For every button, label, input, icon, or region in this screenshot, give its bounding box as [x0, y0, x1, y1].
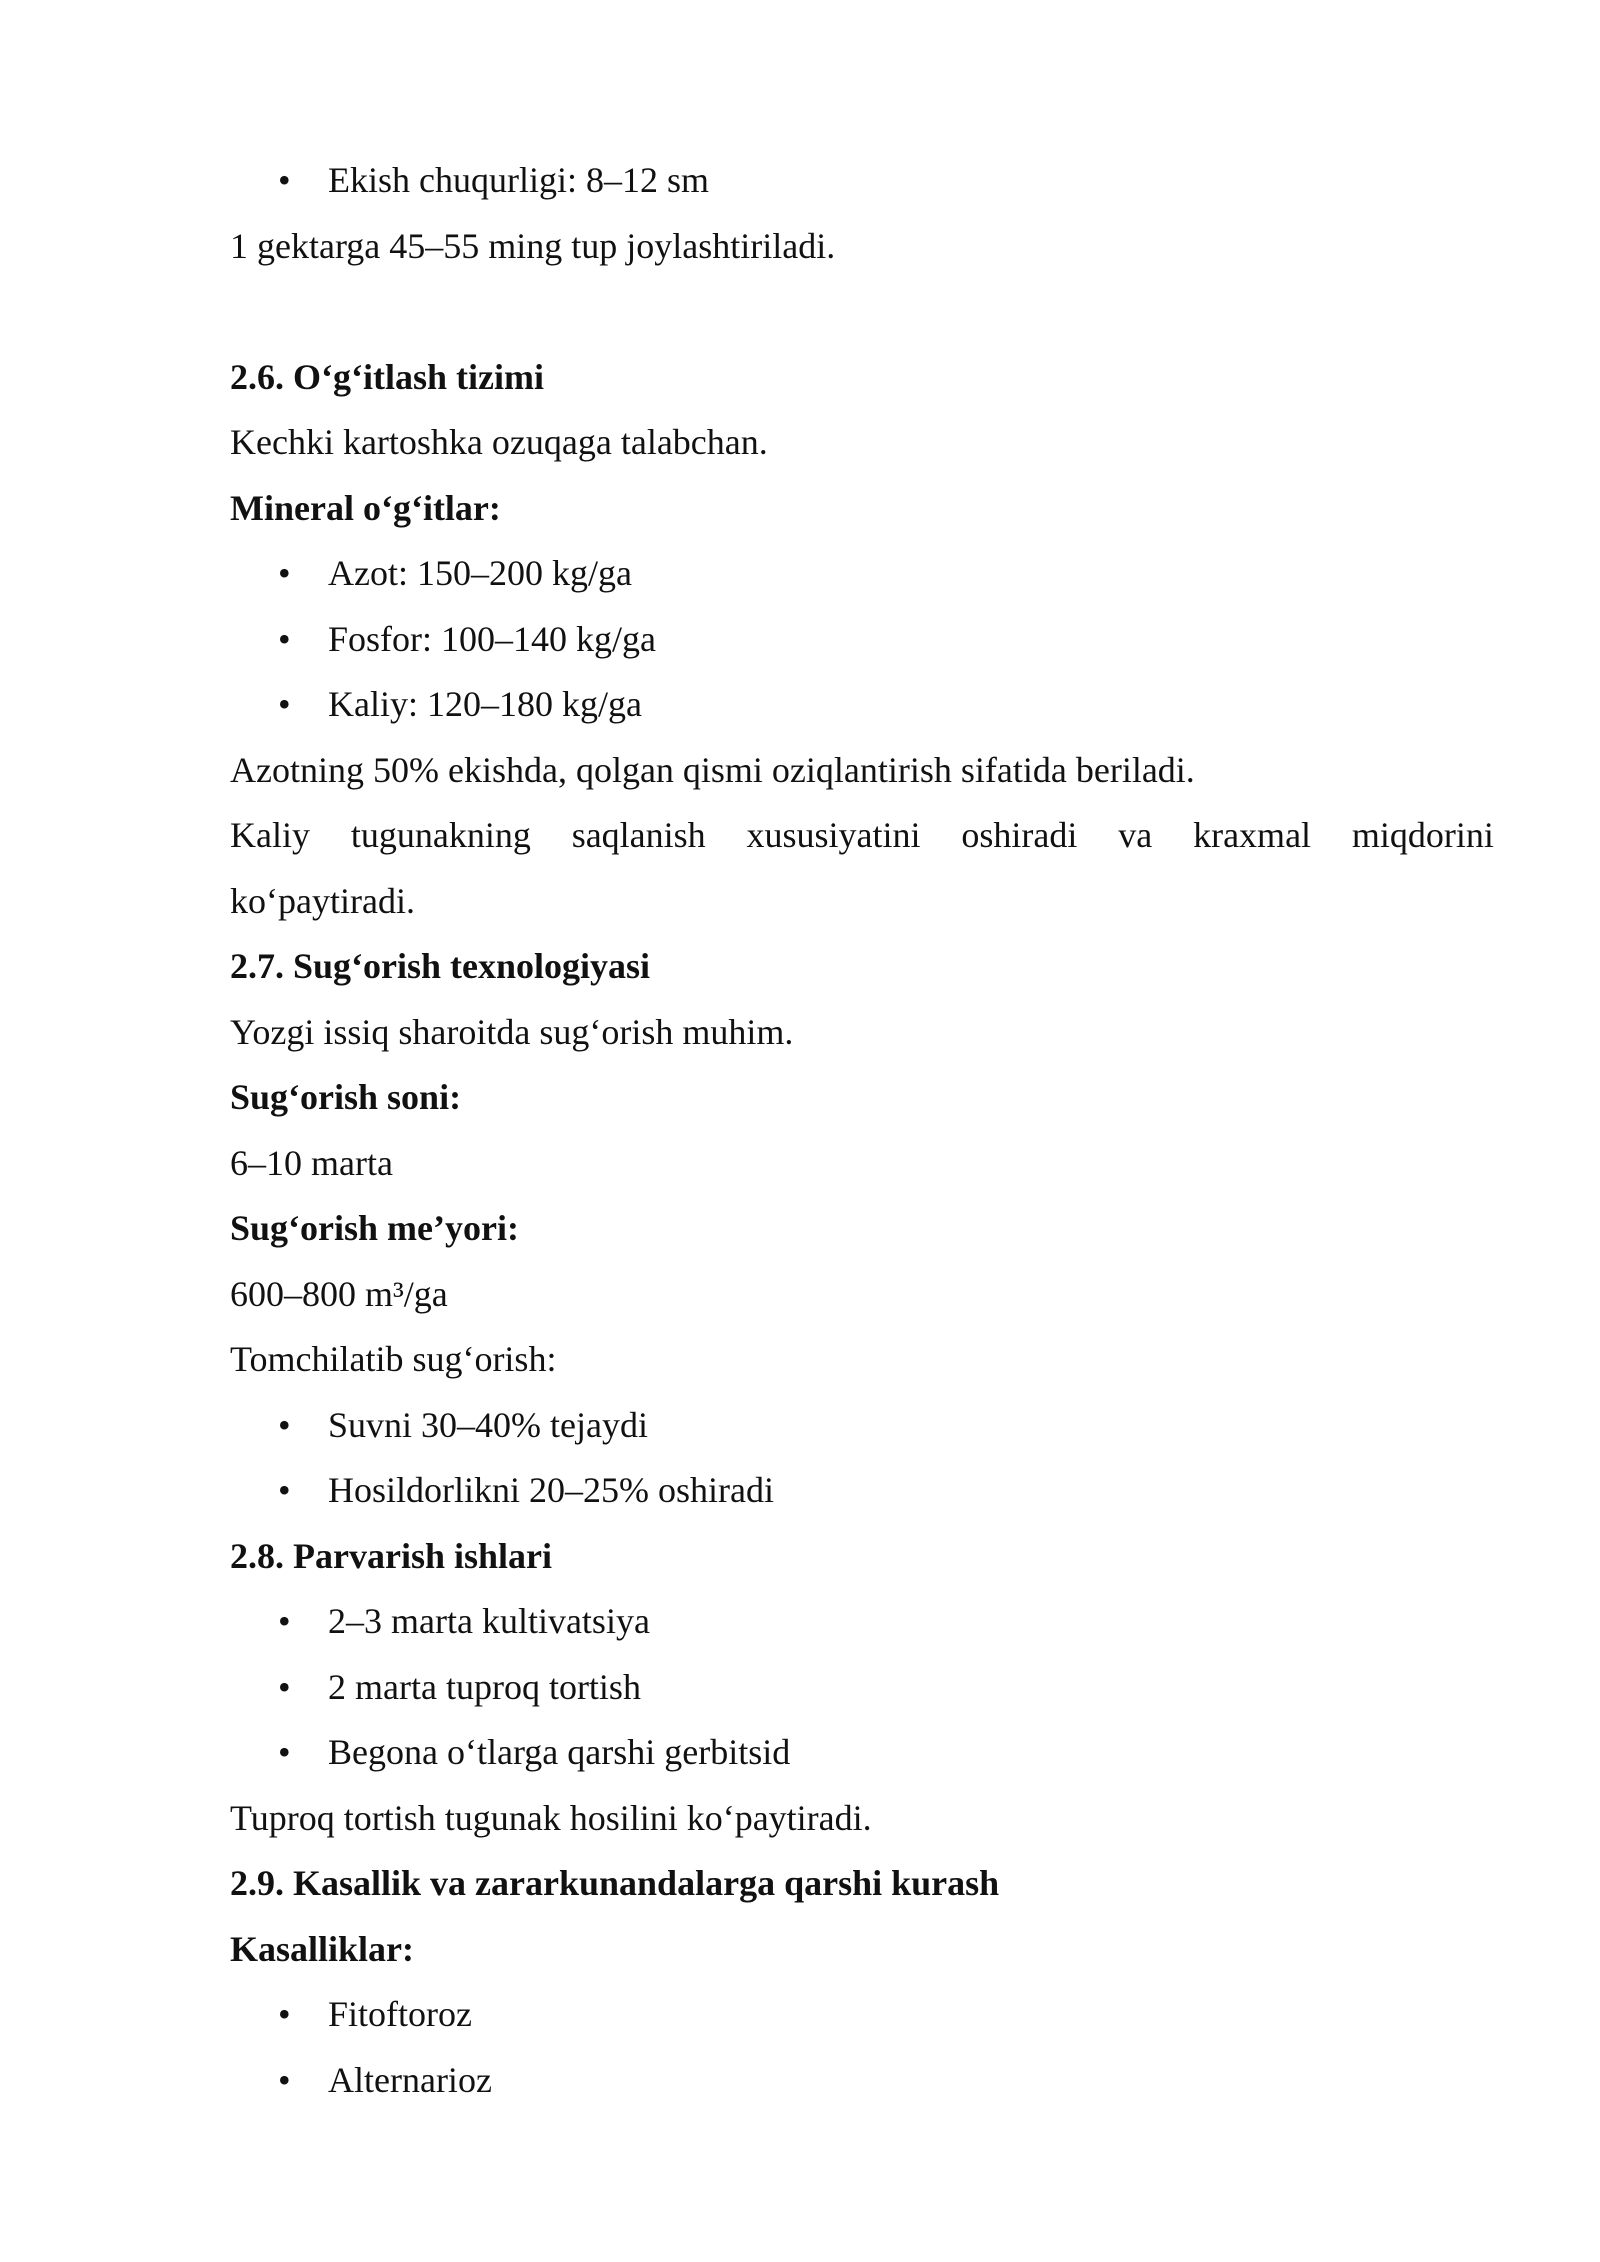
- bullet-icon: •: [278, 1994, 291, 2034]
- list-item-text: Hosildorlikni 20–25% oshiradi: [328, 1470, 774, 1510]
- word: miqdorini: [1351, 815, 1494, 855]
- document-page: [230, 148, 1494, 2113]
- bullet-icon: •: [278, 1732, 291, 1772]
- word: xususiyatini: [746, 815, 921, 855]
- word: oshiradi: [961, 815, 1078, 855]
- list-item-yield-increase: [230, 1458, 1494, 1524]
- bullet-icon: •: [278, 618, 291, 659]
- list-item-hilling: [230, 1655, 1494, 1721]
- heading-2-7: 2.7. Sug‘orish texnologiyasi: [230, 946, 651, 986]
- heading-2-6: 2.6. O‘g‘itlash tizimi: [230, 356, 544, 397]
- list-item-herbicide: [230, 1720, 1494, 1786]
- list-item-text: Fosfor: 100–140 kg/ga: [328, 618, 656, 659]
- bullet-icon: •: [278, 1601, 291, 1641]
- bullet-icon: •: [278, 553, 291, 593]
- paragraph-hilling-note: Tuproq tortish tugunak hosilini ko‘paytiradi.: [230, 1797, 872, 1838]
- list-item-water-saving: [230, 1393, 1494, 1459]
- bullet-icon: •: [278, 1404, 291, 1445]
- list-item-phytophthora: [230, 1982, 1494, 2048]
- paragraph-drip-irrigation: Tomchilatib sug‘orish:: [230, 1339, 557, 1379]
- word: va: [1118, 815, 1153, 855]
- paragraph-density: 1 gektarga 45–55 ming tup joylashtiriladi.: [230, 225, 836, 266]
- list-item-phosphorus: [230, 607, 1494, 673]
- heading-2-9: 2.9. Kasallik va zararkunandalarga qarshi kurash: [230, 1863, 1000, 1903]
- bullet-icon: •: [278, 1666, 291, 1707]
- subheading-irrigation-count: Sug‘orish soni:: [230, 1077, 462, 1117]
- list-item-text: 2–3 marta kultivatsiya: [328, 1601, 650, 1641]
- spacer: [230, 279, 1494, 345]
- word: saqlanish: [571, 815, 706, 855]
- value-irrigation-rate: 600–800 m³/ga: [230, 1273, 448, 1314]
- bullet-icon: •: [278, 684, 291, 724]
- list-item-text: Suvni 30–40% tejaydi: [328, 1404, 648, 1445]
- list-item-planting-depth: [230, 148, 1494, 214]
- paragraph-potassium-note: [230, 803, 1494, 869]
- list-item-potassium: [230, 672, 1494, 738]
- heading-2-8: 2.8. Parvarish ishlari: [230, 1535, 552, 1576]
- bullet-icon: •: [278, 1470, 291, 1510]
- list-item-text: Kaliy: 120–180 kg/ga: [328, 684, 642, 724]
- list-item-text: Begona o‘tlarga qarshi gerbitsid: [328, 1732, 791, 1772]
- list-item-nitrogen: [230, 541, 1494, 607]
- bullet-icon: •: [278, 2059, 291, 2100]
- list-item-cultivation: [230, 1589, 1494, 1655]
- list-item-text: 2 marta tuproq tortish: [328, 1666, 641, 1707]
- subheading-diseases: Kasalliklar:: [230, 1928, 415, 1969]
- subheading-irrigation-rate: Sug‘orish me’yori:: [230, 1208, 519, 1248]
- paragraph-intro-2-7: Yozgi issiq sharoitda sug‘orish muhim.: [230, 1011, 794, 1052]
- subheading-mineral-fertilizers: Mineral o‘g‘itlar:: [230, 487, 501, 528]
- word: kraxmal: [1193, 815, 1312, 855]
- list-item-alternaria: [230, 2048, 1494, 2114]
- word: Kaliy: [230, 815, 310, 855]
- paragraph-intro-2-6: Kechki kartoshka ozuqaga talabchan.: [230, 422, 768, 462]
- bullet-icon: •: [278, 160, 291, 200]
- value-irrigation-count: 6–10 marta: [230, 1142, 393, 1183]
- list-item-text: Alternarioz: [328, 2059, 492, 2100]
- word: tugunakning: [350, 815, 531, 855]
- paragraph-nitrogen-note: Azotning 50% ekishda, qolgan qismi oziqlantirish sifatida beriladi.: [230, 749, 1195, 790]
- list-item-text: Ekish chuqurligi: 8–12 sm: [328, 160, 709, 200]
- list-item-text: Fitoftoroz: [328, 1994, 472, 2034]
- paragraph-potassium-note-end: ko‘paytiradi.: [230, 880, 415, 921]
- list-item-text: Azot: 150–200 kg/ga: [328, 553, 632, 593]
